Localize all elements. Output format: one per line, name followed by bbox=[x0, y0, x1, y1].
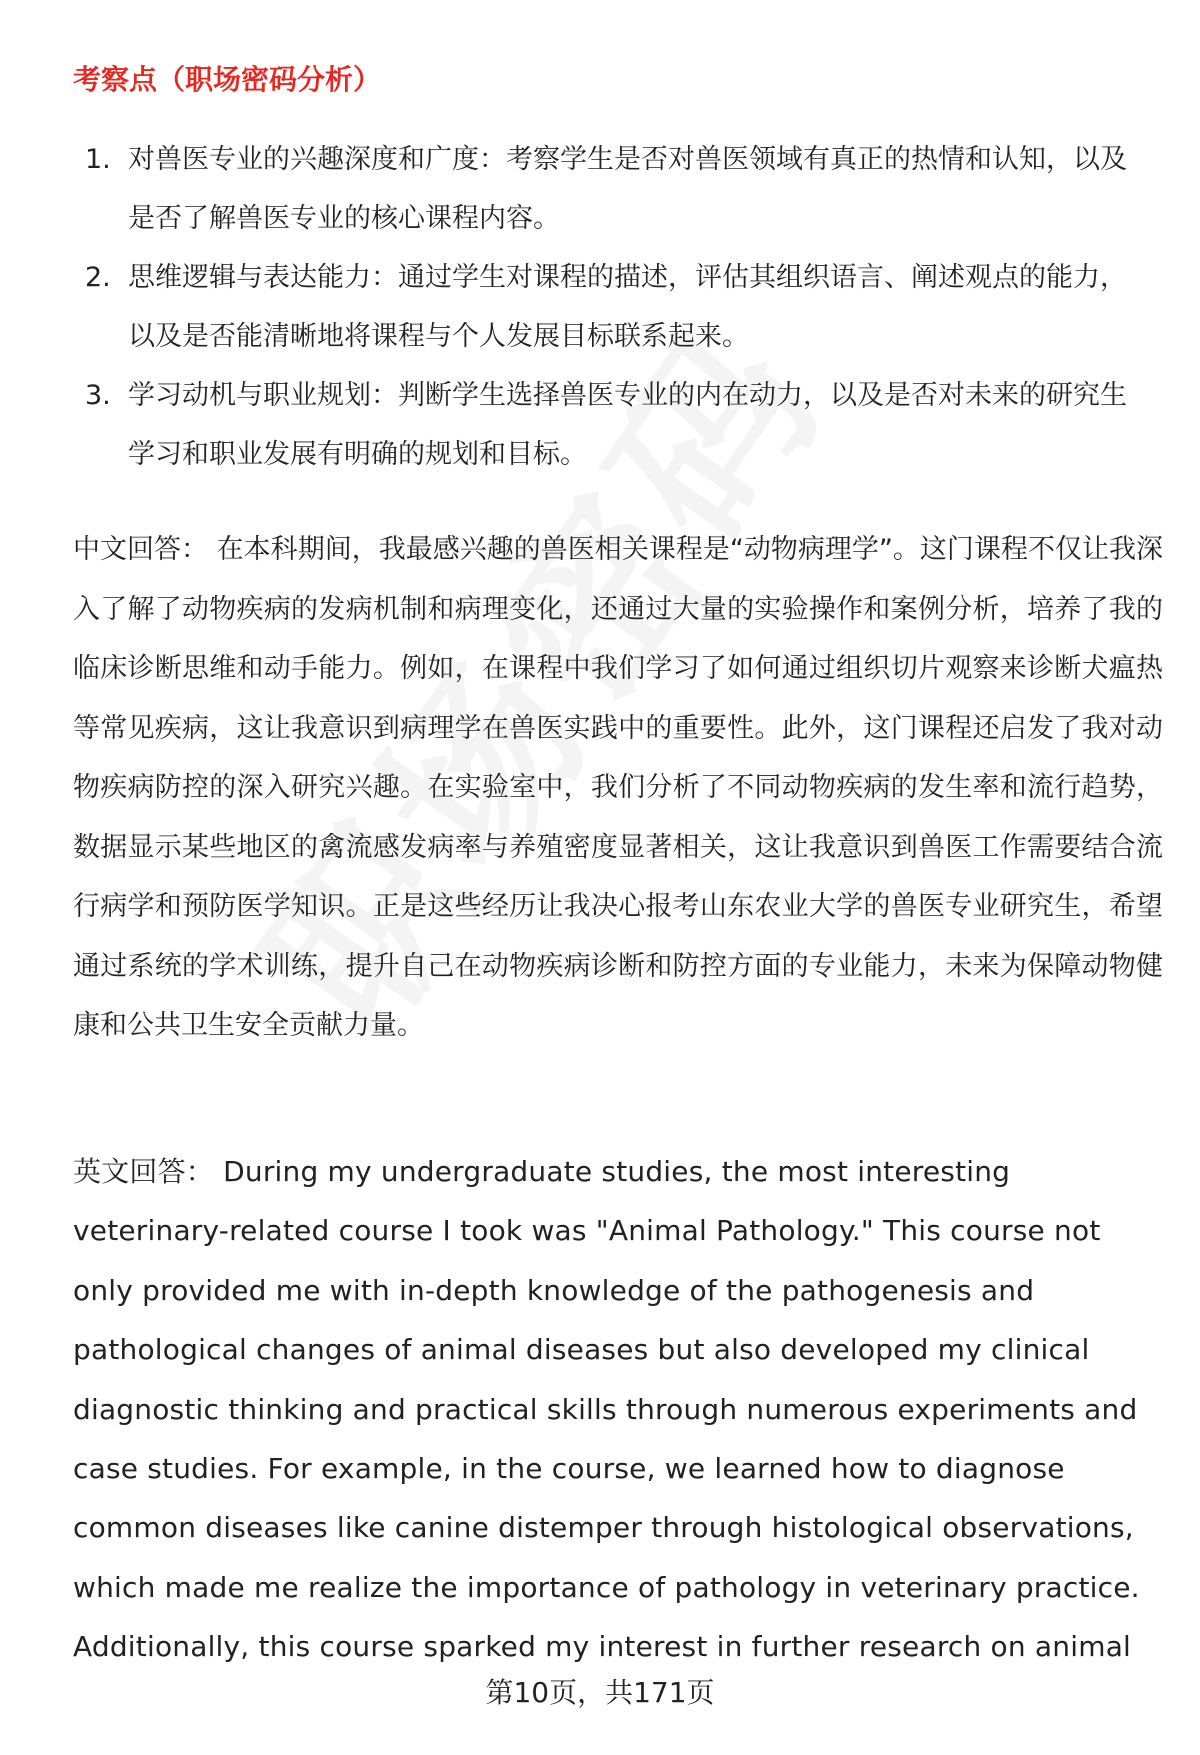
page-number-footer: 第10页，共171页 bbox=[485, 1676, 715, 1709]
list-item-text: 学习动机与职业规划：判断学生选择兽医专业的内在动力，以及是否对未来的研究生学习和职业发展有明确的规划和目标。 bbox=[128, 380, 1127, 470]
chinese-answer-text: 在本科期间，我最感兴趣的兽医相关课程是“动物病理学”。这门课程不仅让我深入了解了动物疾病的发病机制和病理变化，还通过大量的实验操作和案例分析，培养了我的临床诊断思维和动手能力。例如，在课程中我们学习了如何通过组织切片观察来诊断犬瘟热等常见疾病，这让我意识到病理学在兽医实践中的重要性。此外，这门课程还启发了我对动物疾病防控的深入研究兴趣。在实验室中，我们分析了不同动物疾病的发生率和流行趋势，数据显示某些地区的禽流感发病率与养殖密度显著相关，这让我意识到兽医工作需要结合流行病学和预防医学知识。正是这些经历让我决心报考山东农业大学的兽医专业研究生，希望通过系统的学术训练，提升自己在动物疾病诊断和防控方面的专业能力，未来为保障动物健康和公共卫生安全贡献力量。 bbox=[73, 534, 1164, 1041]
list-item-number: 2. bbox=[85, 262, 111, 293]
english-answer-text: During my undergraduate studies, the most interesting veterinary-related course I took was "Animal Pathology." This course not only provided me with in-depth knowledge of the pathogenesis and pathological changes of animal diseases but also developed my clinical diagnostic thinking and practical skills through numerous experiments and case studies. For example, in the course, we learned how to diagnose common diseases like canine distemper through histological observations, which made me realize the importance of pathology in veterinary practice. Additionally, this course sparked my interest in further research on animal bbox=[73, 1155, 1140, 1664]
english-answer-label: 英文回答： bbox=[73, 1155, 215, 1188]
list-item bbox=[73, 366, 1133, 484]
list-item-text: 对兽医专业的兴趣深度和广度：考察学生是否对兽医领域有真正的热情和认知，以及是否了解兽医专业的核心课程内容。 bbox=[128, 144, 1127, 234]
assessment-points-list bbox=[73, 130, 1133, 484]
list-item-number: 1. bbox=[85, 144, 111, 175]
chinese-answer-paragraph bbox=[73, 520, 1163, 1056]
list-item-text: 思维逻辑与表达能力：通过学生对课程的描述，评估其组织语言、阐述观点的能力，以及是否能清晰地将课程与个人发展目标联系起来。 bbox=[128, 262, 1127, 352]
list-item-number: 3. bbox=[85, 380, 111, 411]
chinese-answer-label: 中文回答： bbox=[73, 534, 209, 565]
section-heading: 考察点（职场密码分析） bbox=[73, 63, 382, 96]
english-answer-paragraph bbox=[73, 1142, 1153, 1677]
list-item bbox=[73, 130, 1133, 248]
list-item bbox=[73, 248, 1133, 366]
